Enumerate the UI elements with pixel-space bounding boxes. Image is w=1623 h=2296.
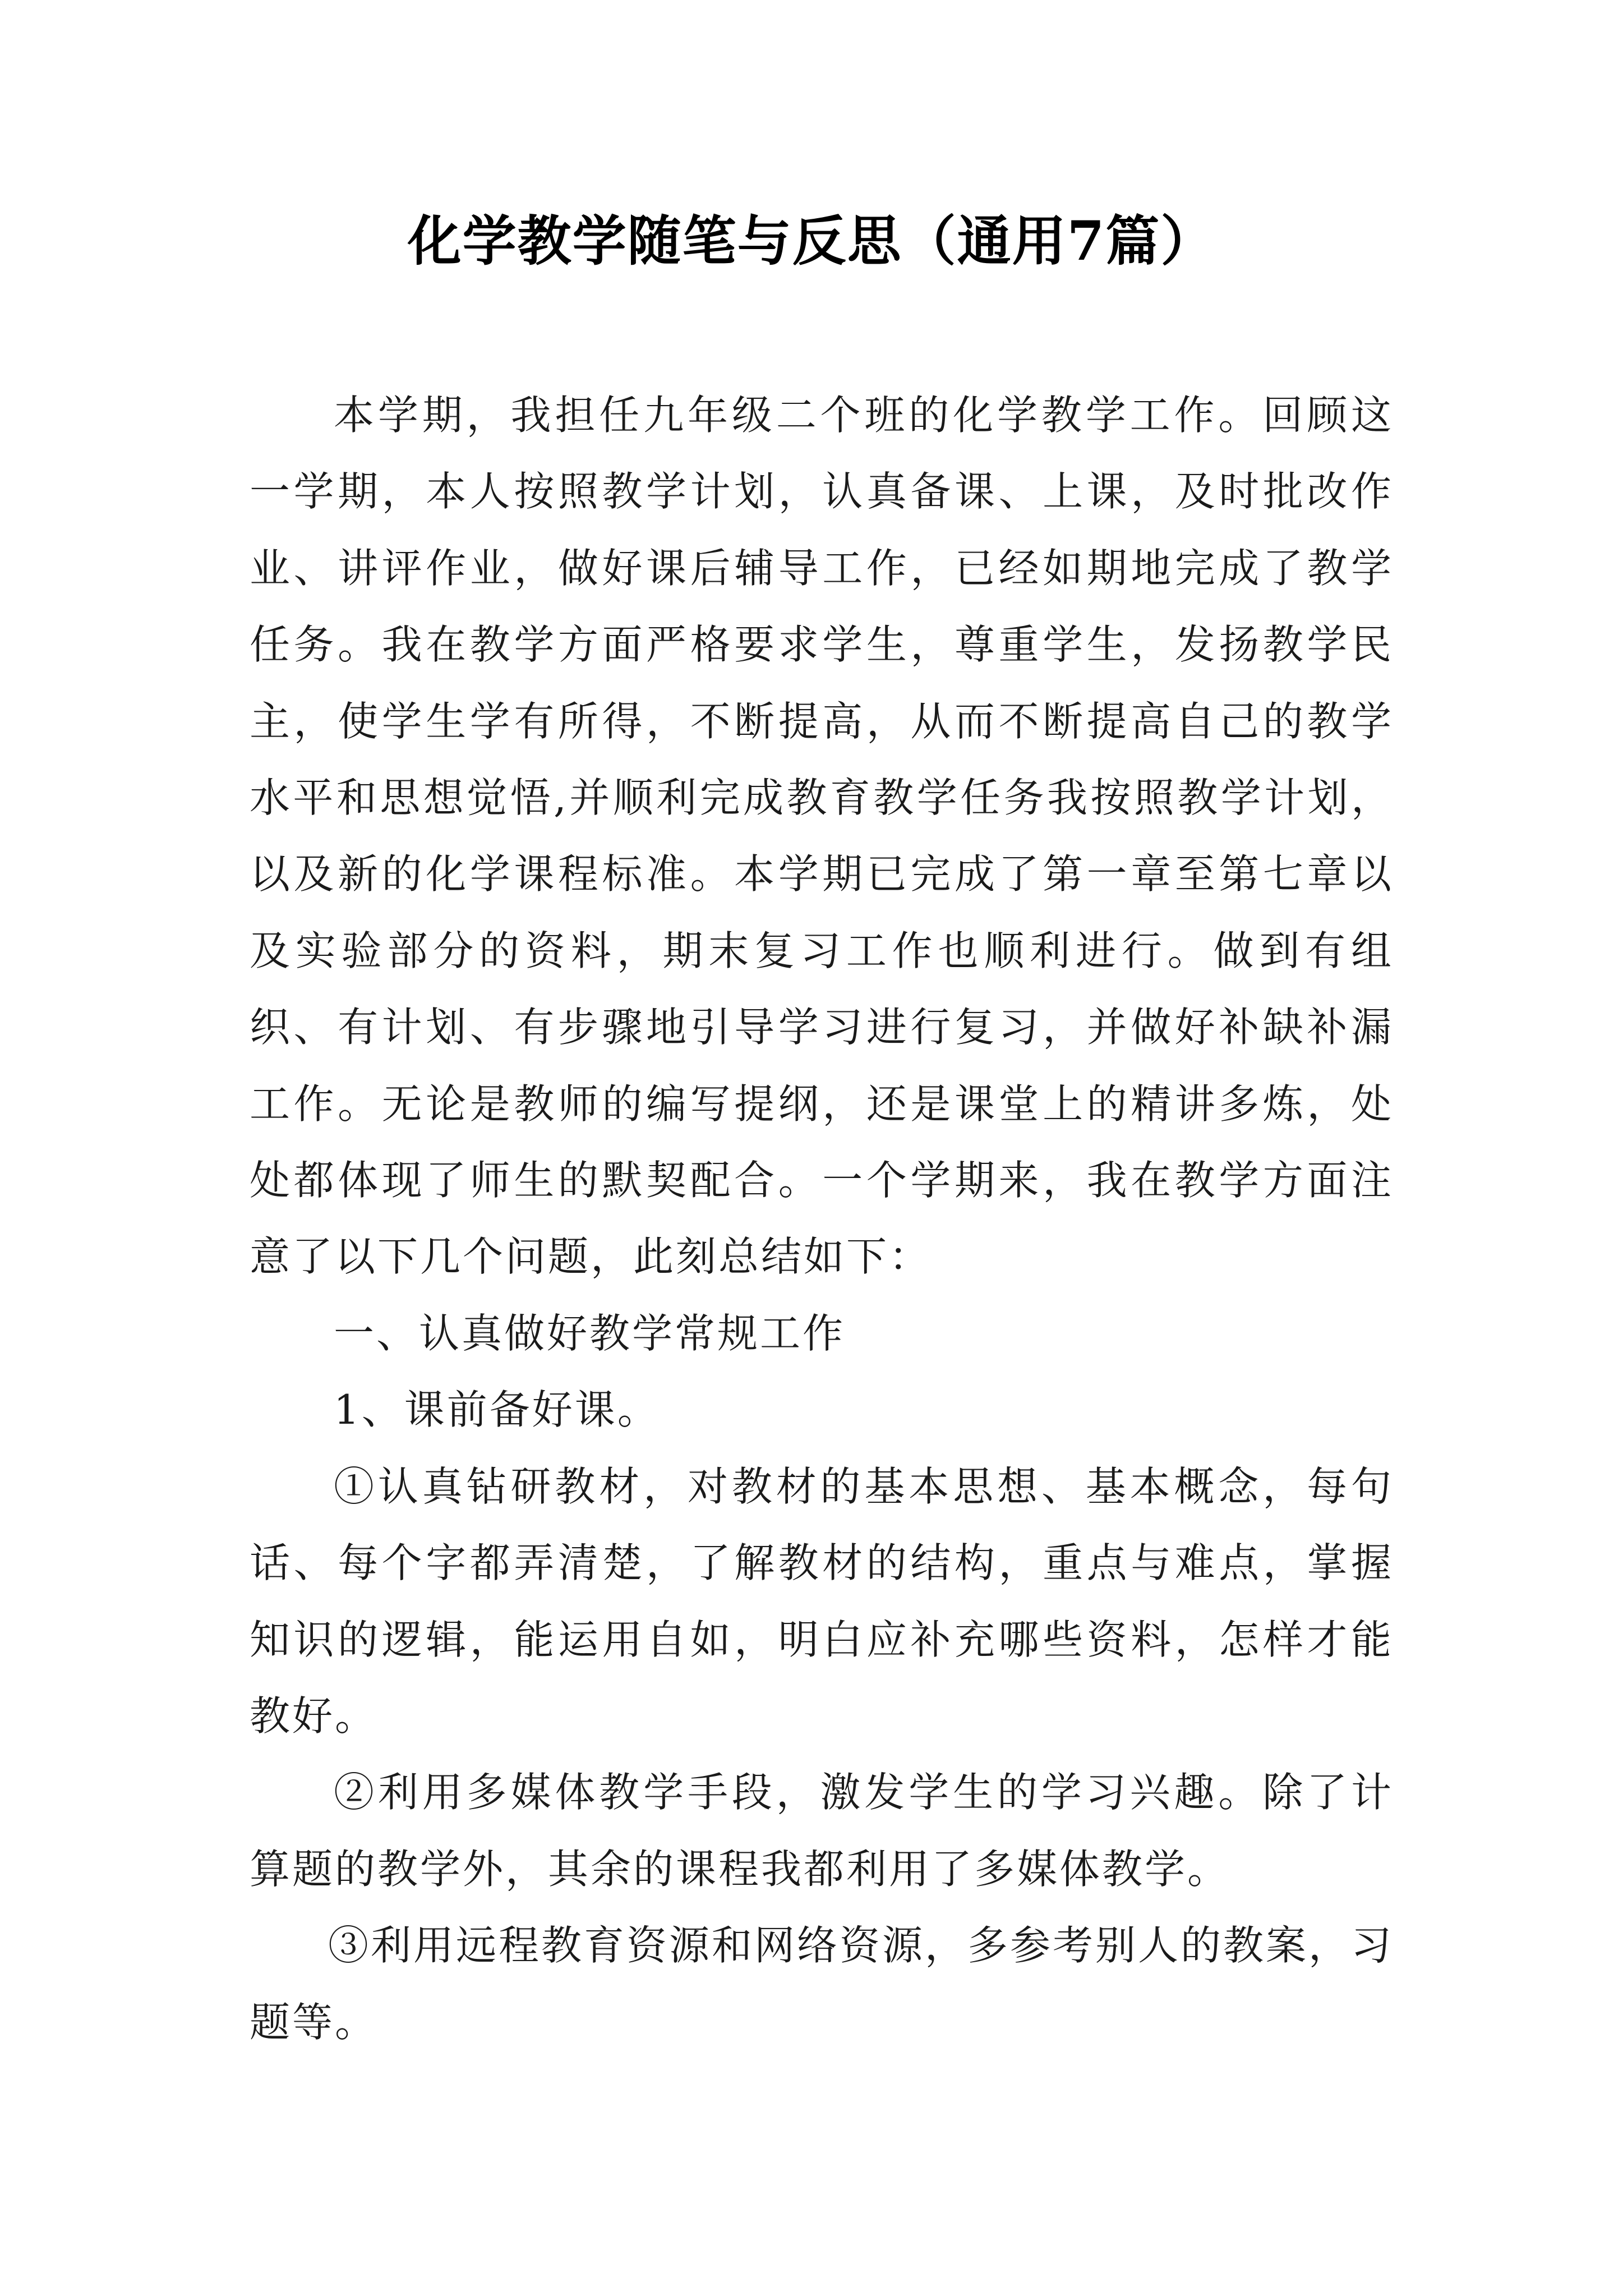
document-title: 化学教学随笔与反思（通用7篇）	[407, 209, 1216, 273]
paragraph-item-1: ①认真钻研教材，对教材的基本思想、基本概念，每句话、每个字都弄清楚，了解教材的结构，重点与难点，掌握知识的逻辑，能运用自如，明白应补充哪些资料，怎样才能教好。	[250, 1462, 1394, 1740]
section-heading-1: 一、认真做好教学常规工作	[334, 1309, 846, 1357]
paragraph-item-3: ③利用远程教育资源和网络资源，多参考别人的教案，习题等。	[250, 1922, 1394, 2046]
paragraph-item-2: ②利用多媒体教学手段，激发学生的学习兴趣。除了计算题的教学外，其余的课程我都利用了多媒体教学。	[250, 1769, 1394, 1893]
subheading-1: 1、课前备好课。	[334, 1386, 660, 1434]
paragraph-intro: 本学期，我担任九年级二个班的化学教学工作。回顾这一学期，本人按照教学计划，认真备课、上课，及时批改作业、讲评作业，做好课后辅导工作，已经如期地完成了教学任务。我在教学方面严格要求学生，尊重学生，发扬教学民主，使学生学有所得，不断提高，从而不断提高自己的教学水平和思想觉悟,并顺利完成教育教学任务我按照教学计划，以及新的化学课程标准。本学期已完成了第一章至第七章以及实验部分的资料，期末复习工作也顺利进行。做到有组织、有计划、有步骤地引导学习进行复习，并做好补缺补漏工作。无论是教师的编写提纲，还是课堂上的精讲多炼，处处都体现了师生的默契配合。一个学期来，我在教学方面注意了以下几个问题，此刻总结如下：	[250, 392, 1394, 1281]
document-body	[250, 377, 1394, 2060]
